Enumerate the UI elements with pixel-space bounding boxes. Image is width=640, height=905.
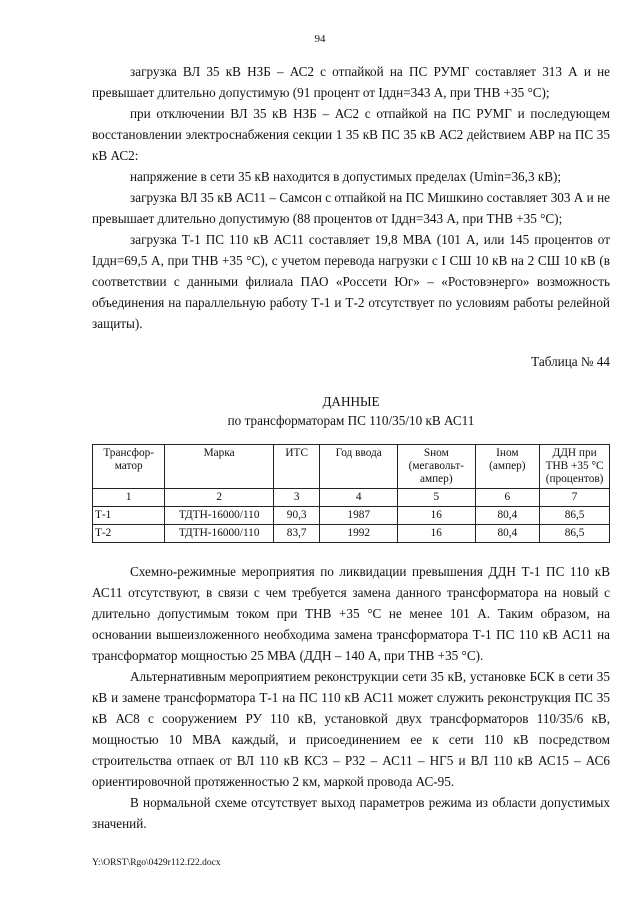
table-number-cell: 1	[93, 489, 165, 507]
table-header-cell: Год ввода	[320, 445, 398, 489]
table-header-cell: Sном (мегавольт-ампер)	[398, 445, 476, 489]
table-cell: 90,3	[273, 507, 320, 525]
table-cell: ТДТН-16000/110	[165, 507, 274, 525]
table-cell: Т-2	[93, 525, 165, 543]
table-row	[93, 507, 610, 525]
table-number-cell: 3	[273, 489, 320, 507]
table-number-cell: 5	[398, 489, 476, 507]
paragraph: Схемно-режимные мероприятия по ликвидации превышения ДДН Т-1 ПС 110 кВ АС11 отсутствуют, в связи с чем требуется замена данного трансформатора на новый с длительно допустимым током при ТНВ +35 °С не менее 101 А. Таким образом, на основании вышеизложенного необходима замена трансформатора Т-1 ПС 110 кВ АС11 на трансформатор мощностью 25 МВА (ДДН – 140 А, при ТНВ +35 °С).	[92, 564, 610, 663]
paragraph: В нормальной схеме отсутствует выход параметров режима из области допустимых значений.	[92, 795, 610, 831]
table-header-row	[93, 445, 610, 489]
table-number-cell: 7	[540, 489, 610, 507]
table-number-cell: 2	[165, 489, 274, 507]
table-cell: 16	[398, 507, 476, 525]
table-cell: 16	[398, 525, 476, 543]
table-header-cell: Iном (ампер)	[475, 445, 540, 489]
table-cell: ТДТН-16000/110	[165, 525, 274, 543]
document-body	[92, 61, 610, 834]
paragraph: загрузка Т-1 ПС 110 кВ АС11 составляет 19,8 МВА (101 А, или 145 процентов от Iддн=69,5 А, при ТНВ +35 °С), с учетом перевода нагрузки с I СШ 10 кВ на 2 СШ 10 кВ (в соответствии с данными филиала ПАО «Россети Юг» – «Ростовэнерго» возможность объединения на параллельную работу Т-1 и Т-2 отсутствует по условиям работы релейной защиты).	[92, 232, 610, 331]
spacer	[92, 543, 610, 561]
paragraph: Альтернативным мероприятием реконструкции сети 35 кВ, установке БСК в сети 35 кВ и замене трансформатора Т-1 на ПС 110 кВ АС11 может служить реконструкция ПС 35 кВ АС8 с сооружением РУ 110 кВ, установкой двух трансформаторов 110/35/6 кВ, мощностью 10 МВА каждый, и присоединением ее к сети 110 кВ посредством строительства отпаек от ВЛ 110 кВ КС3 – Р32 – АС11 – НГ5 и ВЛ 110 кВ АС15 – АС6 ориентировочной протяженностью 2 км, маркой провода АС-95.	[92, 669, 610, 789]
table-row	[93, 525, 610, 543]
table-cell: 1992	[320, 525, 398, 543]
table-number-cell: 6	[475, 489, 540, 507]
paragraph: напряжение в сети 35 кВ находится в допустимых пределах (Umin=36,3 кВ);	[130, 169, 562, 184]
paragraph: загрузка ВЛ 35 кВ АС11 – Самсон с отпайкой на ПС Мишкино составляет 303 А и не превышает длительно допустимую (88 процентов от Iддн=343 А, при ТНВ +35 °С);	[92, 190, 610, 226]
table-title-line1: ДАННЫЕ	[322, 394, 380, 409]
footer-file-path: Y:\ORST\Rgo\0429r112.f22.docx	[92, 858, 221, 868]
table-cell: 83,7	[273, 525, 320, 543]
transformer-table	[92, 444, 610, 543]
page-number: 94	[314, 33, 326, 45]
table-number-row	[93, 489, 610, 507]
table-cell: Т-1	[93, 507, 165, 525]
table-header-cell: Трансфор-матор	[93, 445, 165, 489]
table-title	[92, 392, 610, 430]
table-cell: 80,4	[475, 525, 540, 543]
table-cell: 80,4	[475, 507, 540, 525]
table-cell: 1987	[320, 507, 398, 525]
table-number-cell: 4	[320, 489, 398, 507]
table-label: Таблица № 44	[531, 354, 610, 369]
table-header-cell: Марка	[165, 445, 274, 489]
paragraph: при отключении ВЛ 35 кВ НЗБ – АС2 с отпайкой на ПС РУМГ и последующем восстановлении электроснабжения секции 1 35 кВ ПС 35 кВ АС2 действием АВР на ПС 35 кВ АС2:	[92, 106, 610, 163]
paragraph: загрузка ВЛ 35 кВ НЗБ – АС2 с отпайкой на ПС РУМГ составляет 313 А и не превышает длительно допустимую (91 процент от Iддн=343 А, при ТНВ +35 °С);	[92, 64, 610, 100]
table-header-cell: ДДН при ТНВ +35 °С (процентов)	[540, 445, 610, 489]
table-title-line2: по трансформаторам ПС 110/35/10 кВ АС11	[227, 413, 475, 428]
table-cell: 86,5	[540, 507, 610, 525]
table-cell: 86,5	[540, 525, 610, 543]
table-header-cell: ИТС	[273, 445, 320, 489]
